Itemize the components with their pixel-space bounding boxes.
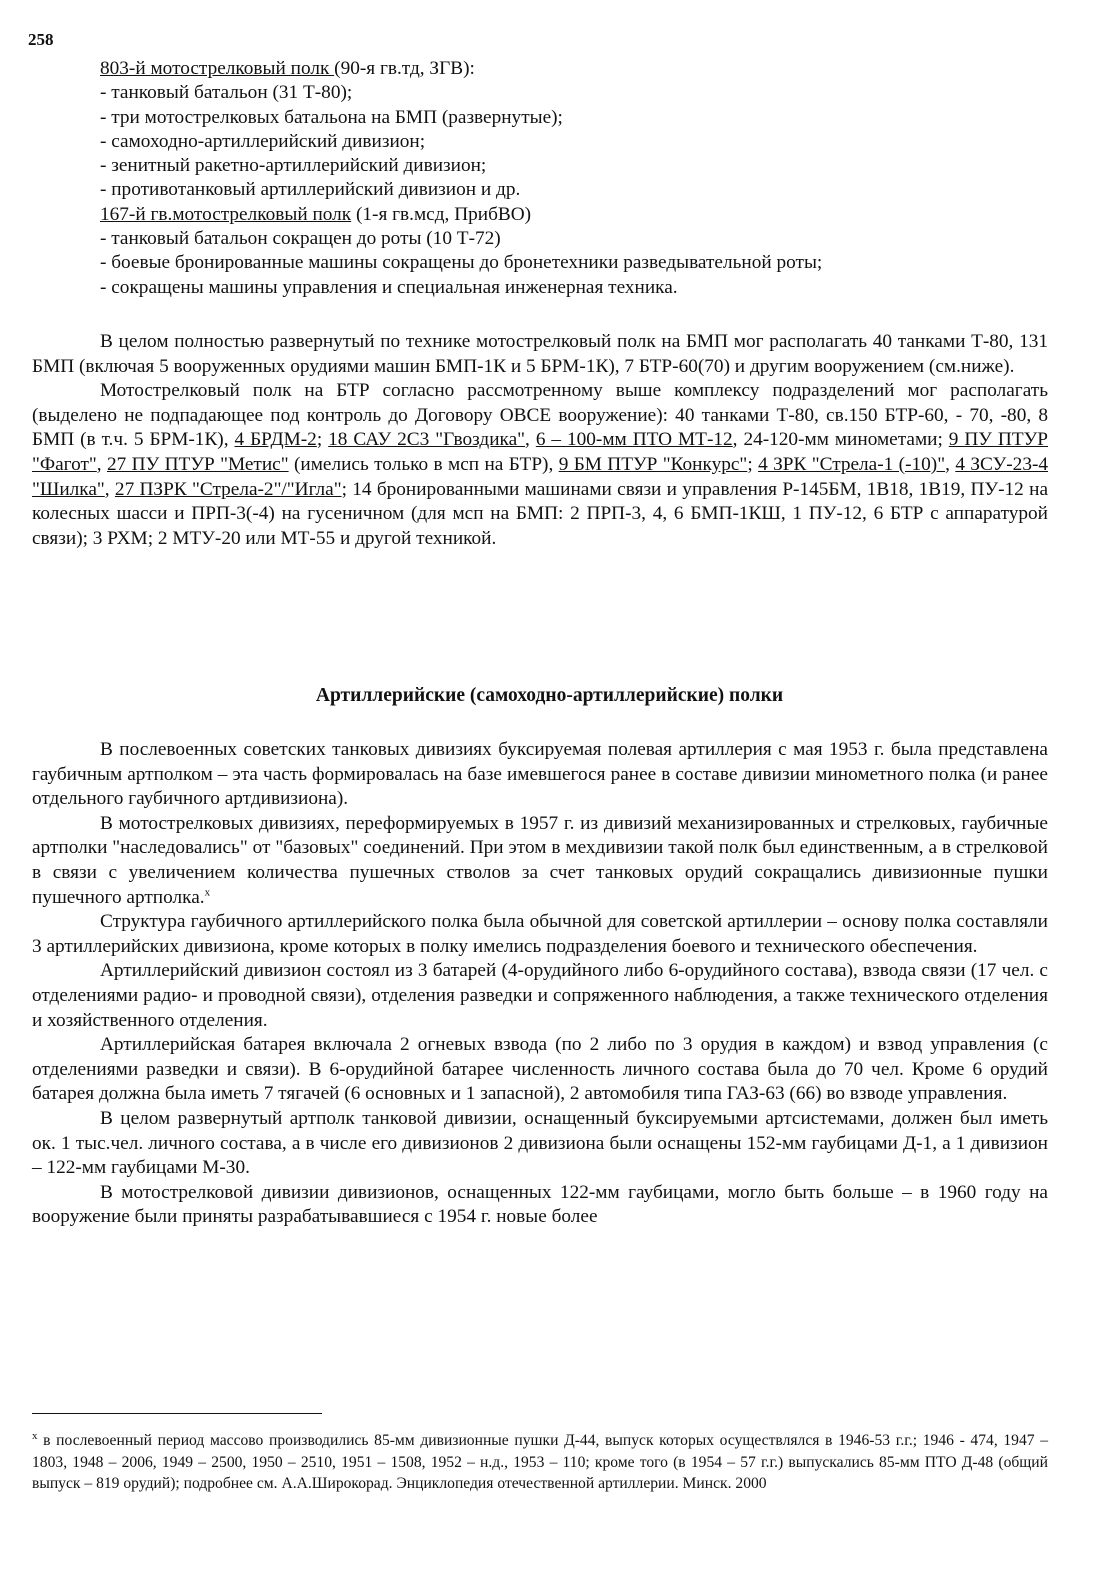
weapon-item: 4 БРДМ-2 bbox=[234, 429, 317, 451]
list-item: - танковый батальон сокращен до роты (10 Т-72) bbox=[100, 228, 501, 250]
regiment-803-heading bbox=[100, 57, 1060, 81]
list-item: - три мотострелковых батальона на БМП (развернутые); bbox=[100, 106, 563, 128]
artillery-paragraphs bbox=[32, 738, 1048, 1230]
text-run: В мотострелковых дивизиях, переформируемых в 1957 г. из дивизий механизированных и стрелковых, гаубичные артполки "наследовались" от "базовых" соединений. При этом в мехдивизии такой полк был единственным, а в стрелковой в связи с увеличением количества пушечных стволов за счет танковых орудий сокращались дивизионные пушки пушечного артполка. bbox=[32, 812, 1048, 908]
footnote-text: в послевоенный период массово производились 85-мм дивизионные пушки Д-44, выпуск которых осуществлялся в 1946-53 г.г.; 1946 - 474, 1947 – 1803, 1948 – 2006, 1949 – 2500, 1950 – 2510, 1951 – 1508, 1952 – н.д., 1953 – 110; кроме того (в 1954 – 57 г.г.) выпускались 85-мм ПТО Д-48 (общий выпуск – 819 орудий); подробнее см. А.А.Широкорад. Энциклопедия отечественной артиллерии. Минск. 2000 bbox=[32, 1432, 1048, 1493]
text-run: , 24-120-мм минометами; bbox=[732, 429, 949, 451]
footnote-divider bbox=[32, 1413, 322, 1414]
text-run: , bbox=[945, 453, 956, 475]
list-item: - противотанковый артиллерийский дивизион и др. bbox=[100, 179, 521, 201]
list-item: - самоходно-артиллерийский дивизион; bbox=[100, 130, 426, 152]
text-run: , bbox=[104, 478, 115, 500]
list-item: - танковый батальон (31 Т-80); bbox=[100, 82, 353, 104]
weapon-item: 4 ЗРК "Стрела-1 (-10)" bbox=[758, 453, 946, 475]
regiment-803-title: 803-й мотострелковый полк bbox=[100, 58, 335, 79]
regiment-803-subtitle: (90-я гв.тд, ЗГВ): bbox=[334, 58, 475, 79]
paragraph: Артиллерийская батарея включала 2 огневых взвода (по 2 либо по 3 орудия в каждом) и взвод управления (с отделениями разведки и связи). В 6-орудийной батарее численность личного состава была до 70 чел. Кроме 6 орудий батарея должна была иметь 7 тягачей (6 основных и 1 запасной), 2 автомобиля типа ГАЗ-63 (66) во взводе управления. bbox=[32, 1034, 1048, 1105]
paragraph-bmp-regiment: В целом полностью развернутый по технике мотострелковый полк на БМП мог располагать 40 танками Т-80, 131 БМП (включая 5 вооруженных орудиями машин БМП-1К и 5 БРМ-1К), 7 БТР-60(70) и другим вооружением (см.ниже). bbox=[32, 331, 1048, 377]
section-heading: Артиллерийские (самоходно-артиллерийские) полки bbox=[315, 685, 784, 706]
paragraph: Структура гаубичного артиллерийского полка была обычной для советской артиллерии – основу полка составляли 3 артиллерийских дивизиона, кроме которых в полку имелись подразделения боевого и технического обеспечения. bbox=[32, 911, 1048, 957]
weapon-item: 9 БМ ПТУР "Конкурс" bbox=[558, 453, 748, 475]
regiment-167-title: 167-й гв.мотострелковый полк bbox=[100, 203, 352, 225]
paragraph: В послевоенных советских танковых дивизиях буксируемая полевая артиллерия с мая 1953 г. была представлена гаубичным артполком – эта часть формировалась на базе имевшегося ранее в составе дивизии минометного полка (и ранее отдельного гаубичного артдивизиона). bbox=[32, 739, 1048, 810]
paragraph: Артиллерийский дивизион состоял из 3 батарей (4-орудийного либо 6-орудийного состава), взвода связи (17 чел. с отделениями радио- и проводной связи), отделения разведки и сопряженного наблюдения, а также технического отделения и хозяйственного отделения. bbox=[32, 960, 1048, 1031]
paragraph: В мотострелковой дивизии дивизионов, оснащенных 122-мм гаубицами, могло быть больше – в 1960 году на вооружение были приняты разрабатывавшиеся с 1954 г. новые более bbox=[32, 1181, 1048, 1228]
weapon-item: 27 ПУ ПТУР "Метис" bbox=[107, 453, 289, 475]
text-run: Мотострелковый полк на БТР согласно рассмотренному выше комплексу подразделений мог располагать (выделено не подпадающее под контроль до Договору ОВСЕ вооружение): 40 танками Т-80, св.150 БТР-60, - 70, -80, 8 БМП (в т.ч. 5 БРМ-1К), bbox=[32, 380, 1048, 451]
weapon-item: 4 ЗСУ-23-4 "Шилка" bbox=[32, 453, 1049, 500]
footnote bbox=[32, 1430, 1048, 1495]
list-item: - сокращены машины управления и специальная инженерная техника. bbox=[100, 276, 678, 298]
paragraph-btr-regiment bbox=[32, 379, 1048, 551]
text-run: ; 14 бронированными машинами связи и управления Р-145БМ, 1В18, 1В19, ПУ-12 на колесных шасси и ПРП-3(-4) на гусеничном (для мсп на БМП: 2 ПРП-3, 4, 6 БМП-1КШ, 1 ПУ-12, 6 БТР с аппаратурой связи); 3 РХМ; 2 МТУ-20 или МТ-55 и другой техникой. bbox=[32, 478, 1049, 549]
regiment-167-subtitle: (1-я гв.мсд, ПрибВО) bbox=[351, 203, 532, 225]
list-item: - зенитный ракетно-артиллерийский дивизион; bbox=[100, 155, 487, 177]
weapon-item: 6 – 100-мм ПТО МТ-12 bbox=[535, 429, 733, 451]
regiment-167-heading bbox=[100, 203, 1060, 227]
text-run: , bbox=[96, 453, 107, 475]
footnote-marker: x bbox=[204, 886, 211, 899]
text-run: (имелись только в мсп на БТР), bbox=[288, 453, 559, 475]
text-run: , bbox=[525, 429, 536, 451]
list-item: - боевые бронированные машины сокращены до бронетехники разведывательной роты; bbox=[100, 252, 823, 274]
footnote-marker: x bbox=[32, 1429, 38, 1442]
regiment-composition-list bbox=[100, 57, 1060, 300]
text-run: ; bbox=[747, 453, 759, 475]
paragraph bbox=[32, 812, 1048, 910]
motor-rifle-paragraphs bbox=[32, 330, 1048, 551]
text-run: ; bbox=[316, 429, 329, 451]
paragraph: В целом развернутый артполк танковой дивизии, оснащенный буксируемыми артсистемами, должен был иметь ок. 1 тыс.чел. личного состава, а в числе его дивизионов 2 дивизиона были оснащены 152-мм гаубицами Д-1, а 1 дивизион – 122-мм гаубицами М-30. bbox=[32, 1107, 1048, 1179]
weapon-item: 9 ПУ ПТУР "Фагот" bbox=[32, 429, 1048, 475]
page-number: 258 bbox=[28, 30, 54, 49]
weapon-item: 27 ПЗРК "Стрела-2"/"Игла" bbox=[114, 478, 342, 500]
weapon-item: 18 САУ 2С3 "Гвоздика" bbox=[328, 429, 526, 451]
